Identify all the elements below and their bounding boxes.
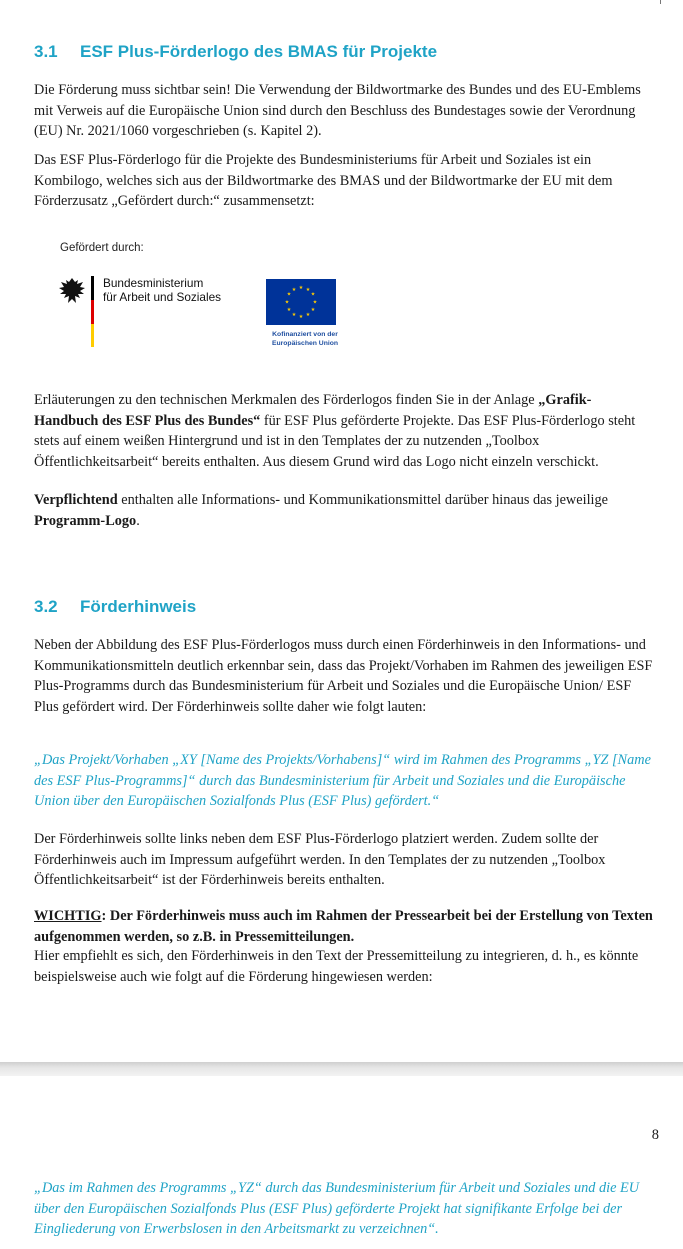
press-release-example-quote: „Das im Rahmen des Programms „YZ“ durch das Bundesministerium für Arbeit und Soziales und die EU über den Europäischen Sozialfonds Plus (ESF Plus) geförderte Projekt hat signifikante Erfolge bei der Eingliederung von Erwerbslosen in den Arbeitsmarkt zu verzeichnen“. xyxy=(34,1180,640,1237)
svg-text:★: ★ xyxy=(284,299,290,306)
section-number: 3.2 xyxy=(34,597,58,616)
eu-label-line-2: Europäischen Union xyxy=(271,340,339,347)
svg-text:★: ★ xyxy=(305,312,311,318)
svg-text:★: ★ xyxy=(286,307,292,313)
eu-flag-icon xyxy=(266,279,336,325)
federal-eagle-icon xyxy=(58,276,86,306)
paragraph-foerderhinweis: Neben der Abbildung des ESF Plus-Förderlogos muss durch einen Förderhinweis in den Informations- und Kommunikationsmitteln deutlich erkennbar sein, dass das Projekt/Vorhaben im Rahmen des jeweiligen ESF Plus-Programms durch das Bundesministerium für Arbeit und Soziales und die Europäische Union/ ESF Plus gefördert wird. Der Förderhinweis sollte daher wie folgt lauten: xyxy=(34,637,653,715)
svg-text:★: ★ xyxy=(310,307,316,313)
paragraph-technical-notes xyxy=(34,390,654,472)
text-run: . xyxy=(136,512,140,529)
ministry-line-2: für Arbeit und Soziales xyxy=(103,289,222,304)
grafik-handbuch-reference: „Grafik-Handbuch des ESF Plus des Bundes“ xyxy=(34,392,592,429)
german-flag-bar xyxy=(91,276,94,347)
svg-text:★: ★ xyxy=(310,291,316,298)
ministry-name xyxy=(103,277,221,304)
mandatory-keyword: Verpflichtend xyxy=(34,492,118,508)
ministry-line-1: Bundesministerium xyxy=(103,276,204,290)
paragraph-placement: Der Förderhinweis sollte links neben dem ESF Plus-Förderlogo platziert werden. Zudem sollte der Förderhinweis auch im Impressum aufgeführt werden. In den Templates der zu nutzenden „Toolbox Öffentlichkeitsarbeit“ ist der Förderhinweis bereits enthalten. xyxy=(34,831,606,888)
section-title: Förderhinweis xyxy=(80,597,197,616)
section-number: 3.1 xyxy=(34,42,58,61)
important-label: WICHTIG xyxy=(34,908,102,924)
svg-text:★: ★ xyxy=(305,287,311,293)
text-run: enthalten alle Informations- und Kommunikationsmittel darüber hinaus das jeweilige xyxy=(117,492,609,508)
paragraph-press-release: Hier empfiehlt es sich, den Förderhinweis in den Text der Pressemitteilung zu integrieren, d. h., es könnte beispielsweise auch wie folgt auf die Förderung hingewiesen werden: xyxy=(34,948,639,985)
eu-label-line-1: Kofinanziert von der xyxy=(272,331,338,338)
page-edge-mark xyxy=(660,0,661,4)
important-text: : Der Förderhinweis muss auch im Rahmen der Pressearbeit bei der Erstellung von Texten aufgenommen werden, so z.B. in Pressemitteilungen. xyxy=(34,908,653,945)
paragraph-mandatory xyxy=(34,490,654,531)
logo-caption: Gefördert durch: xyxy=(60,242,144,254)
page-separator xyxy=(0,1062,683,1076)
programm-logo-term: Programm-Logo xyxy=(34,512,137,529)
svg-text:★: ★ xyxy=(298,314,304,320)
page-number: 8 xyxy=(651,1127,659,1143)
svg-text:★: ★ xyxy=(312,299,318,306)
important-notice xyxy=(34,906,654,947)
svg-text:★: ★ xyxy=(298,285,304,291)
svg-text:★: ★ xyxy=(291,312,297,318)
svg-text:★: ★ xyxy=(286,291,292,298)
section-heading-3-1 xyxy=(34,42,437,62)
svg-text:★: ★ xyxy=(291,287,297,293)
paragraph-visibility: Die Förderung muss sichtbar sein! Die Verwendung der Bildwortmarke des Bundes und des EU-Emblems mit Verweis auf die Europäische Union sind durch den Beschluss des Bundestages sowie der Verordnung (EU) Nr. 2021/1060 vorgeschrieben (s. Kapitel 2). xyxy=(34,82,641,139)
text-run: für ESF Plus geförderte Projekte. Das ESF Plus-Förderlogo steht stets auf einem weißen Hintergrund und ist in den Templates der zu nutzenden „Toolbox Öffentlichkeitsarbeit“ bereits enthalten. Aus diesem Grund wird das Logo nicht einzeln verschickt. xyxy=(34,412,636,470)
paragraph-kombilogo: Das ESF Plus-Förderlogo für die Projekte des Bundesministeriums für Arbeit und Soziales ist ein Kombilogo, welches sich aus der Bildwortmarke des BMAS und der Bildwortmarke der EU mit dem Förderzusatz „Gefördert durch:“ zusammensetzt: xyxy=(34,152,613,209)
section-title: ESF Plus-Förderlogo des BMAS für Projekte xyxy=(80,42,438,61)
eu-cofinanced-label xyxy=(262,330,348,348)
foerderhinweis-template-quote: „Das Projekt/Vorhaben „XY [Name des Projekts/Vorhabens]“ wird im Rahmen des Programms „YZ [Name des ESF Plus-Programms]“ durch das Bundesministerium für Arbeit und Soziales und die Europäische Union über den Europäischen Sozialfonds Plus (ESF Plus) gefördert.“ xyxy=(34,752,651,809)
text-run: Erläuterungen zu den technischen Merkmalen des Förderlogos finden Sie in der Anlage xyxy=(34,392,539,408)
section-heading-3-2 xyxy=(34,597,196,617)
